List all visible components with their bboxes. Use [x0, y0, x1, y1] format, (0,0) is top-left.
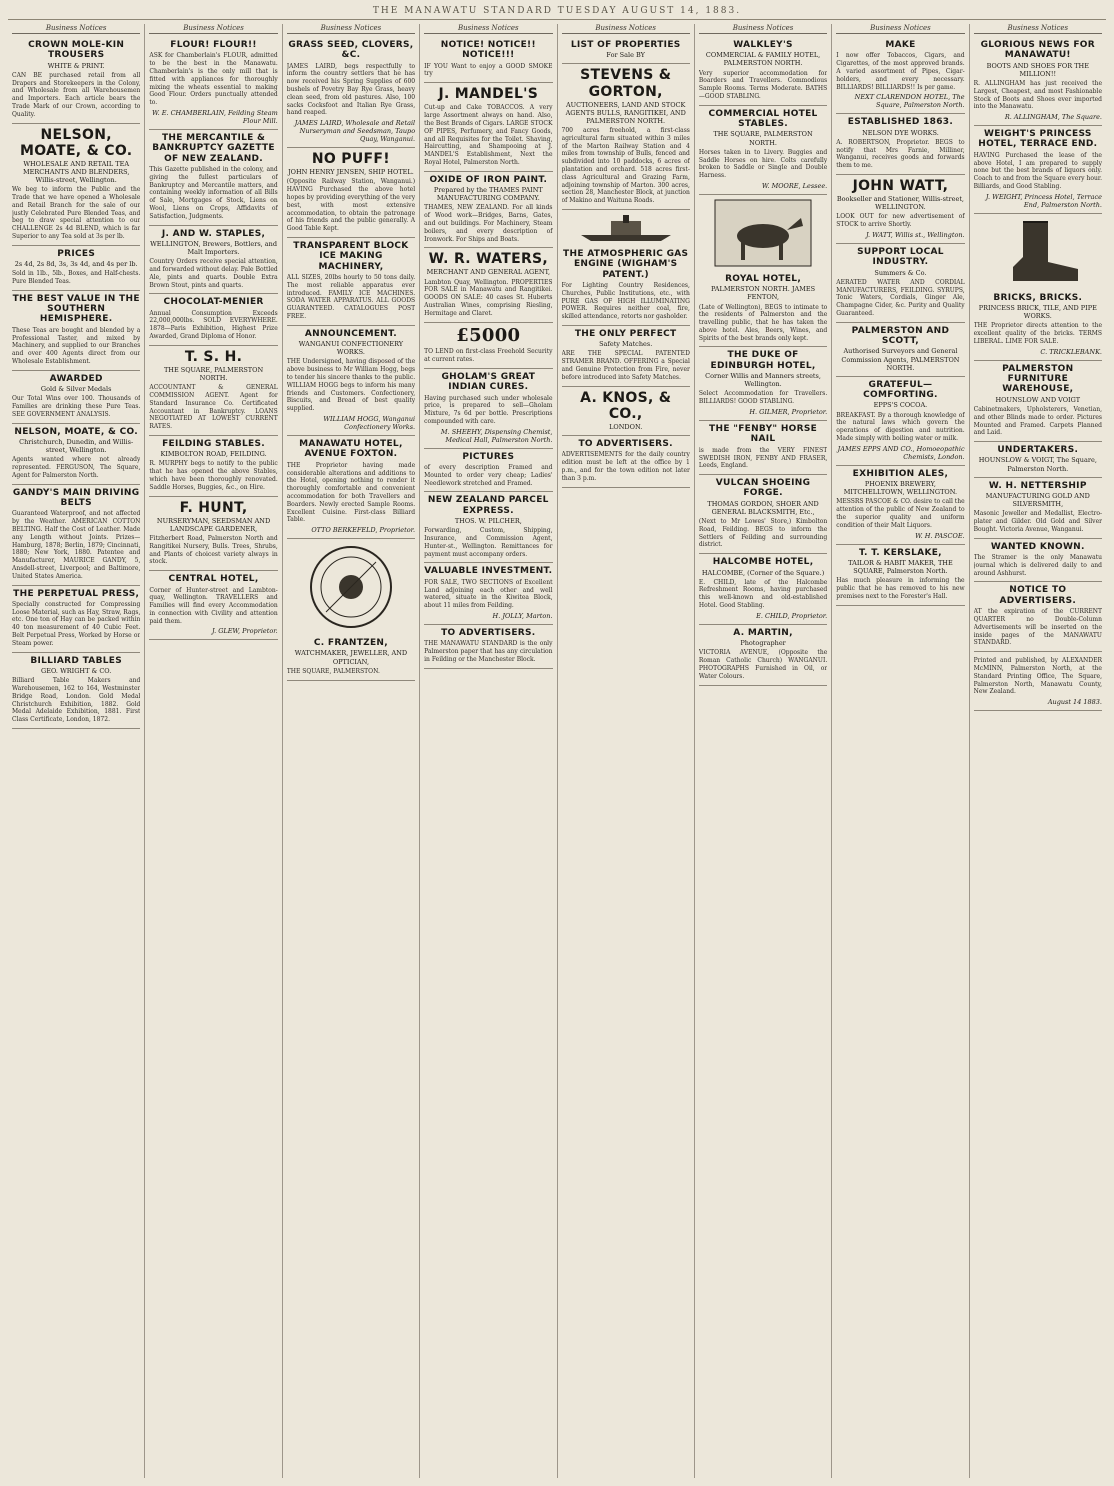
ad-signature: J. WEIGHT, Princess Hotel, Terrace End, Palmerston North.: [985, 192, 1102, 209]
ad-body: ALL SIZES, 20lbs hourly to 50 tons daily. The most reliable apparatus ever introduced. FAMILY ICE MACHINES. SODA WATER APPARATUS. ALL GOODS GUARANTEED. CATALOGUES POST FREE.: [286, 274, 416, 321]
ad-title: PALMERSTON AND SCOTT,: [851, 325, 950, 347]
advertisement: [149, 346, 277, 436]
ad-body: Annual Consumption Exceeds 22,000,000lbs. SOLD EVERYWHERE. 1878—Paris Exhibition, Highest Prize Awarded, Grand Diploma of Honor.: [149, 309, 278, 341]
ad-title: WALKLEY'S: [733, 40, 793, 50]
ad-signature: NEXT CLARENDON HOTEL, The Square, Palmerston North.: [854, 93, 965, 110]
column-1: [8, 24, 145, 1478]
ad-title: HALCOMBE HOTEL,: [712, 557, 814, 568]
column-8: [970, 24, 1106, 1478]
ad-title: ESTABLISHED 1863.: [847, 117, 954, 128]
ad-subtitle: Bookseller and Stationer, Willis-street, WELLINGTON.: [836, 195, 964, 212]
ad-subtitle: THOS. W. PILCHER,: [454, 517, 522, 526]
advertisement: [12, 485, 140, 586]
ad-title: THE MERCANTILE & BANKRUPTCY GAZETTE OF NEW ZEALAND.: [152, 132, 275, 164]
ad-title: T. S. H.: [184, 348, 243, 365]
ad-signature: R. ALLINGHAM, The Square.: [1004, 113, 1102, 122]
ad-signature: E. CHILD, Proprietor.: [756, 611, 828, 620]
advertisement: [424, 172, 552, 249]
column-7: [832, 24, 969, 1478]
ad-body: (Late of Wellington), BEGS to intimate to the residents of Palmerston and the travelling public, that he has taken the above hotel. Ales, Beers, Wines, and Spirits of the best brands only kept.: [698, 303, 828, 342]
column-heading: Business Notices: [149, 24, 277, 34]
ad-title: BILLIARD TABLES: [30, 655, 123, 666]
ad-subtitle: NELSON DYE WORKS.: [862, 128, 939, 137]
advertisement: [424, 449, 552, 493]
advertisement: [287, 238, 415, 326]
ad-body: These Teas are bought and blended by a Professional Taster, and mixed by Machinery, and supplied to our Branches and over 400 Agents direct from our Wholesale Establishment.: [12, 326, 141, 366]
ad-title: W. R. WATERS,: [428, 251, 549, 268]
column-heading: Business Notices: [12, 24, 140, 34]
advertisement: [836, 545, 964, 606]
ad-signature: August 14 1883.: [1047, 698, 1102, 707]
ad-body: Specially constructed for Compressing Loose Material, such as Hay, Straw, Rags, etc. One ton of Hay can be packed within 40 ton measurement of 40 Cubic Feet. Belt Perpetual Press, Worked by Horse or Steam power.: [12, 600, 141, 647]
ad-title: PALMERSTON FURNITURE WAREHOUSE,: [1002, 363, 1074, 395]
column-heading: Business Notices: [424, 24, 552, 34]
advertisement: [699, 554, 827, 625]
ad-subtitle: PALMERSTON NORTH. JAMES FENTON,: [711, 285, 816, 302]
ad-body: This Gazette published in the colony, and giving the fullest particulars of Bankruptcy and Mercantile matters, and containing weekly information of all Bills of Sale, Mortgages of Stock, Liens on Wool, Liens on Crops, Affidavits of Satisfaction, Judgments.: [149, 165, 278, 220]
ad-subtitle: MANUFACTURING GOLD AND SILVERSMITH,: [985, 492, 1090, 509]
column-heading: Business Notices: [836, 24, 964, 34]
advertisement: [699, 347, 827, 421]
advertisement: [12, 37, 140, 124]
ad-body: (Opposite Railway Station, Wanganui.) HAVING Purchased the above hotel hopes by providing everything of the very best, with most extensive accommodation, to obtain the patronage of his friends and the public generally. A Good Table Kept.: [286, 178, 416, 233]
advertisement: [699, 106, 827, 195]
ad-title: STEVENS & GORTON,: [580, 67, 672, 100]
ad-title: SUPPORT LOCAL INDUSTRY.: [857, 246, 944, 268]
ad-title: NO PUFF!: [311, 151, 390, 168]
ad-body: Our Total Wins over 100. Thousands of Families are drinking these Pure Teas. SEE GOVERNMENT ANALYSIS.: [12, 395, 141, 418]
ad-body: BREAKFAST. By a thorough knowledge of the natural laws which govern the operations of digestion and nutrition. Made simply with boiling water or milk.: [836, 411, 965, 442]
ad-title: CROWN MOLE-KIN TROUSERS: [28, 40, 125, 61]
ad-body: THAMES, NEW ZEALAND. For all kinds of Wood work—Bridges, Barns, Gates, and out buildings. For Machinery, Steam boilers, and every description of Ironwork. For Ships and Boats.: [424, 204, 553, 243]
ad-body: Very superior accommodation for Boarders and Travellers. Commodious Sample Rooms. Terms Moderate. BATHS—GOOD STABLING.: [698, 69, 828, 100]
advertisement: [836, 377, 964, 466]
ad-body: ARE THE SPECIAL PATENTED STRAMER BRAND. OFFERING a Special and Genuine Protection from Fire, never before introduced into Safety Matches.: [561, 350, 690, 381]
ad-subtitle: TAILOR & HABIT MAKER, THE SQUARE, Palmerston North.: [848, 558, 953, 576]
horse-illustration-icon: [713, 198, 813, 268]
advertisement: [424, 492, 552, 563]
ad-body: Guaranteed Waterproof, and not affected by the Weather. AMERICAN COTTON BELTING. Half the Cost of Leather. Made any Length without Joints. Prizes—Hamburg, 1878; Berlin, 1879; Cincinnati, 1880; New York, 1880. Patentee and Manufacturer, MAURICE GANDY, 5, Ansdell-street, Liverpool; and Baltimore, United States America.: [12, 510, 141, 580]
ad-title: LIST OF PROPERTIES: [570, 40, 681, 50]
ad-subtitle: Summers & Co.: [874, 268, 927, 277]
ad-subtitle: THE SQUARE, PALMERSTON NORTH.: [713, 130, 813, 147]
ad-title: THE DUKE OF EDINBURGH HOTEL,: [710, 350, 816, 371]
ad-title: CENTRAL HOTEL,: [168, 574, 259, 585]
advertisement: [424, 37, 552, 83]
ad-title: NELSON, MOATE, & CO.: [19, 126, 133, 159]
ad-signature: JAMES EPPS AND CO., Homoeopathic Chemists, London.: [837, 444, 965, 461]
ad-title: £5000: [456, 324, 521, 346]
column-heading: Business Notices: [287, 24, 415, 34]
column-3: [283, 24, 420, 1478]
ad-title: PICTURES: [462, 451, 515, 462]
advertisement: [12, 124, 140, 246]
ad-title: TO ADVERTISERS.: [441, 627, 536, 638]
advertisement: [424, 369, 552, 449]
advertisement: [974, 361, 1102, 442]
ad-subtitle: THOMAS GORDON, SHOER AND GENERAL BLACKSMITH, Etc.,: [707, 499, 819, 516]
ad-title: T. T. KERSLAKE,: [858, 547, 942, 558]
ad-subtitle: COMMERCIAL & FAMILY HOTEL, PALMERSTON NORTH.: [705, 51, 821, 68]
advertisement: [424, 248, 552, 322]
ad-body: Has much pleasure in informing the public that he has removed to his new premises next to the Forester's Hall.: [836, 577, 965, 600]
ad-body: IF YOU Want to enjoy a GOOD SMOKE try: [424, 62, 553, 78]
ad-body: Masonic Jeweller and Medallist, Electro-plater and Gilder. Old Gold and Silver Bought. Victoria Avenue, Wanganui.: [973, 510, 1102, 533]
ad-title: FLOUR! FLOUR!!: [170, 40, 257, 50]
advertisement: [562, 326, 690, 387]
column-5: [558, 24, 695, 1478]
ad-body: of every description Framed and Mounted to order very cheap; Ladies' Needlework stretched and Framed.: [424, 464, 553, 487]
advertisement: [287, 436, 415, 539]
advertisement: [974, 442, 1102, 478]
ad-body: ADVERTISEMENTS for the daily country edition must be left at the office by 1 p.m., and for the town edition not later than 3 p.m.: [561, 451, 690, 482]
ad-subtitle: Gold & Silver Medals: [40, 385, 112, 394]
ad-signature: H. GILMER, Proprietor.: [749, 408, 828, 417]
advertisement: [12, 586, 140, 653]
ad-title: AWARDED: [49, 373, 103, 384]
advertisement: [149, 37, 277, 130]
advertisement: [287, 326, 415, 436]
ad-body: AERATED WATER AND CORDIAL MANUFACTURERS, FEILDING. SYRUPS, Tonic Waters, Cordials, Ginger Ale, Champagne Cider, &c. Purity and Quality Guaranteed.: [836, 278, 965, 317]
ad-title: GHOLAM'S GREAT INDIAN CURES.: [441, 371, 536, 393]
advertisement: [562, 436, 690, 488]
ad-body: THE Proprietor having made considerable alterations and additions to the Hotel, opening nothing to render it thoroughly comfortable and convenient accommodation for both Travellers and Boarders. Newly erected Sample Rooms. Excellent Cuisine. First-class Billiard Table.: [286, 461, 416, 524]
ad-body: Printed and published, by ALEXANDER McMINN, Palmerston North, at the Standard Printing Office, The Square, Palmerston North, Manawatu County, New Zealand.: [973, 657, 1102, 696]
ad-signature: W. H. PASCOE.: [915, 531, 965, 540]
advertisement: [699, 475, 827, 554]
ad-body: TO LEND on first-class Freehold Security at current rates.: [424, 348, 553, 364]
ad-title: COMMERCIAL HOTEL STABLES.: [708, 108, 818, 130]
ad-title: GLORIOUS NEWS FOR MANAWATU!: [980, 40, 1095, 61]
ad-subtitle: MERCHANT AND GENERAL AGENT,: [426, 268, 551, 277]
ad-title: WEIGHT'S PRINCESS HOTEL, TERRACE END.: [978, 129, 1098, 150]
ad-subtitle: PHOENIX BREWERY, MITCHELLTOWN, WELLINGTON.: [843, 480, 958, 497]
ad-body: Cabinetmakers, Upholsterers, Venetian, and other Blinds made to order. Pictures Mounted and Framed. Carpets Planned and Laid.: [973, 405, 1102, 437]
ad-title: TRANSPARENT BLOCK ICE MAKING MACHINERY,: [293, 241, 409, 272]
ad-title: J. MANDEL'S: [438, 86, 539, 103]
advertisement: [699, 421, 827, 475]
advertisement: [974, 478, 1102, 539]
ad-title: A. MARTIN,: [733, 627, 793, 638]
ad-title: A. KNOS, & CO.,: [580, 389, 672, 422]
ad-subtitle: WELLINGTON, Brewers, Bottlers, and Malt Importers.: [150, 239, 278, 256]
ad-body: CAN BE purchased retail from all Drapers and Storekeepers in the Colony, and Wholesale from all Warehousemen and Importers. Each article bears the Trade Mark of our Crown, according to Quality.: [12, 71, 141, 118]
ad-body: ASK for Chamberlain's FLOUR, admitted to be the best in the Manawatu. Chamberlain's is the only mill that is fitted with appliances for thoroughly mixing the wheats essential to making Good Flour. Orders punctually attended to.: [149, 52, 278, 107]
ad-body: AT the expiration of the CURRENT QUARTER no Double-Column Advertisements will be inserted on the inside pages of the MANAWATU STANDARD.: [973, 608, 1102, 647]
ad-signature: H. JOLLY, Marton.: [492, 611, 553, 620]
boot-illustration-icon: [993, 217, 1083, 287]
ad-body: E. CHILD, late of the Halcombe Refreshment Rooms, having purchased this well-known and old-established Hotel. Good Stabling.: [698, 578, 828, 610]
advertisement: [562, 387, 690, 436]
ad-body: VICTORIA AVENUE, (Opposite the Roman Catholic Church) WANGANUI. PHOTOGRAPHS Furnished in Oil, or Water Colours.: [698, 649, 828, 680]
advertisement: [149, 130, 277, 226]
ad-title: PRICES: [57, 248, 96, 259]
column-6: [695, 24, 832, 1478]
advertisement: [562, 37, 690, 64]
ad-body: We beg to inform the Public and the Trade that we have opened a Wholesale and Retail Branch for the sale of our justly Celebrated Pure Blended Teas, and beg to draw special attention to our CHALLENGE 2s 4d BLEND, which is far Superior to any Tea sold at 3s per lb.: [12, 186, 141, 240]
advertisement: [149, 294, 277, 346]
ad-subtitle: AUCTIONEERS, LAND AND STOCK AGENTS BULLS, RANGITIKEI, AND PALMERSTON NORTH.: [565, 100, 686, 125]
ad-subtitle: Photographer: [740, 639, 786, 648]
advertisement: [562, 246, 690, 326]
ad-body: A. ROBERTSON, Proprietor. BEGS to notify that Mrs Farnie, Milliner, Wanganui, receives goods and forwards them to me.: [836, 138, 965, 170]
ad-title: THE ONLY PERFECT: [574, 329, 677, 340]
ad-body: is made from the VERY FINEST SWEDISH IRON, FENBY AND FRASER, Leeds, England.: [698, 446, 828, 470]
seal-illustration-icon: [306, 542, 396, 632]
ad-subtitle: WATCHMAKER, JEWELLER, AND OPTICIAN,: [294, 649, 408, 666]
ad-title: THE ATMOSPHERIC GAS ENGINE (WIGHAM'S PATENT.): [563, 249, 689, 280]
ad-body: Sold in 1lb., 5lb., Boxes, and Half-chests. Pure Blended Teas.: [12, 270, 141, 285]
ad-title: EXHIBITION ALES,: [852, 468, 949, 479]
ad-body: Forwarding, Custom, Shipping, Insurance, and Commission Agent, Hunter-st., Wellington. Remittances for payment must accompany orders.: [424, 527, 553, 558]
ad-body: Cut-up and Cake TOBACCOS. A very large Assortment always on hand. Also, the Best Brands of Cigars. LARGE STOCK OF PIPES, Perfumery, and Fancy Goods, and all Requisites for the Toilet. Shaving, Haircutting, and Shampooing at J. MANDEL'S Establishment, Next the Royal Hotel, Palmerston North.: [424, 104, 553, 166]
ad-body: I now offer Tobaccos, Cigars, and Cigarettes, of the most approved brands. A varied assortment of Pipes, Cigar-holders, and every necessary. BILLIARDS! BILLIARDS!! Is per game.: [836, 52, 965, 91]
ad-title: ANNOUNCEMENT.: [304, 328, 397, 339]
ad-title: ROYAL HOTEL,: [725, 273, 802, 284]
advertisement: [287, 148, 415, 238]
ad-title: NELSON, MOATE, & CO.: [14, 426, 138, 437]
advertisement: [699, 271, 827, 348]
advertisement: [424, 323, 552, 369]
advertisement: [699, 625, 827, 686]
ad-body: JAMES LAIRD, begs respectfully to inform the country settlers that he has now received his Spring Supplies of 600 bushels of Povetry Bay Rye Grass, heavy clean seed, from old pastures. Also, 100 sacks Cocksfoot and Italian Rye Grass, hand reaped.: [286, 62, 416, 117]
ad-signature: J. WATT, Willis st., Wellington.: [865, 230, 965, 239]
advertisement: [287, 37, 415, 148]
advertisement: [974, 37, 1102, 126]
ad-title: GRATEFUL—COMFORTING.: [863, 379, 938, 401]
ad-body: Country Orders receive special attention, and forwarded without delay. Pale Bottled Ale, pints and quarts. Double Extra Brown Stout, pints and quarts.: [149, 258, 278, 289]
advertisement: [836, 466, 964, 545]
ad-body: (Next to Mr Lowes' Store,) Kimbolton Road, Feilding. BEGS to inform the Settlers of Feilding and surrounding district.: [698, 518, 828, 549]
ad-signature: M. SHEEHY, Dispensing Chemist, Medical Hall, Palmerston North.: [440, 427, 553, 444]
advertisement: [12, 246, 140, 291]
advertisement: [974, 290, 1102, 361]
ad-body: Corner of Hunter-street and Lambton-quay, Wellington. TRAVELLERS and Families will find every Accommodation in connection with Civility and attention paid them.: [149, 586, 278, 625]
ad-subtitle: THE SQUARE, PALMERSTON NORTH.: [163, 365, 264, 383]
ad-body: R. MURPHY begs to notify to the public that he has opened the above Stables, which have been thoroughly renovated. Saddle Horses, Buggies, &c., on Hire.: [149, 460, 278, 491]
column-heading: Business Notices: [699, 24, 827, 34]
ad-body: MESSRS PASCOE & CO. desire to call the attention of the public of New Zealand to the superior quality and uniform condition of their Malt Liquors.: [836, 498, 965, 529]
ad-subtitle: 2s 4d, 2s 8d, 3s, 3s 4d, and 4s per lb.: [14, 260, 138, 269]
ad-body: ACCOUNTANT & GENERAL COMMISSION AGENT. Agent for Standard Insurance Co. Certificated Accountant in Bankruptcy. LOANS NEGOTIATED AT LOWEST CURRENT RATES.: [149, 384, 278, 431]
ad-signature: W. E. CHAMBERLAIN, Feilding Steam Flour Mill.: [152, 108, 278, 125]
ad-subtitle: GEO. WRIGHT & CO.: [41, 666, 112, 675]
ad-body: THE MANAWATU STANDARD is the only Palmerston paper that has any circulation in Feilding or the Manchester Block.: [424, 640, 553, 663]
masthead: THE MANAWATU STANDARD TUESDAY AUGUST 14, 1883.: [8, 6, 1106, 20]
ad-body: For Lighting Country Residences, Churches, Public Institutions, etc., with PURE GAS OF HIGH ILLUMINATING POWER. Requires neither coal, fire, skilled attendance, retorts nor gasholder.: [561, 282, 690, 321]
ad-title: JOHN WATT,: [852, 177, 949, 194]
ad-body: The Stramer is the only Manawatu journal which is delivered daily to and around Ashhurst.: [973, 554, 1102, 577]
ad-subtitle: Authorised Surveyors and General Commission Agents, PALMERSTON NORTH.: [841, 347, 960, 372]
ad-title: NOTICE! NOTICE!! NOTICE!!!: [440, 40, 536, 61]
ad-subtitle: LONDON.: [609, 422, 643, 431]
ad-title: THE PERPETUAL PRESS,: [13, 588, 140, 599]
advertisement: [836, 175, 964, 244]
advertisement: [836, 114, 964, 175]
ad-body: Horses taken in to Livery. Buggies and Saddle Horses on hire. Colts carefully broken to Saddle or Single and Double Harness.: [698, 148, 828, 180]
ad-signature: JAMES LAIRD, Wholesale and Retail Nurseryman and Seedsman, Taupo Quay, Wanganui.: [294, 119, 416, 144]
advertisement: [424, 563, 552, 625]
ad-subtitle: BOOTS AND SHOES FOR THE MILLION!!: [986, 61, 1089, 78]
ad-title: CHOCOLAT-MENIER: [163, 297, 264, 308]
ad-subtitle: JOHN HENRY JENSEN, SHIP HOTEL.: [288, 168, 414, 177]
ad-title: NOTICE TO ADVERTISERS.: [999, 585, 1077, 606]
ad-body: THE Undersigned, having disposed of the above business to Mr William Hogg, begs to tender his sincere thanks to the public. WILLIAM HOGG begs to inform his many friends and Customers. Confectionery, Biscuits, and Bread of best quality supplied.: [286, 358, 416, 413]
advertisement: [12, 424, 140, 485]
ad-signature: OTTO BERKEFELD, Proprietor.: [311, 526, 416, 535]
ad-title: VALUABLE INVESTMENT.: [424, 566, 553, 577]
ad-signature: W. MOORE, Lessee.: [761, 181, 828, 190]
ad-body: THE SQUARE, PALMERSTON.: [286, 667, 380, 675]
ad-body: Billiard Table Makers and Warehousemen, 162 to 164, Westminster Bridge Road, London. Gold Medal Christchurch Exhibition, 1882. Gold Medal Adelaide Exhibition, 1881. First Class Certificate, London, 1872.: [12, 677, 141, 724]
ad-title: GANDY'S MAIN DRIVING BELTS: [12, 487, 140, 508]
ad-title: THE "FENBY" HORSE NAIL: [709, 424, 818, 445]
ad-subtitle: WHOLESALE AND RETAIL TEA MERCHANTS AND BLENDERS, Willis-street, Wellington.: [22, 159, 130, 185]
ad-subtitle: WHITE & PRINT.: [47, 61, 105, 70]
ad-title: OXIDE OF IRON PAINT.: [429, 174, 548, 185]
advertisement: [424, 625, 552, 669]
advertisement: [287, 635, 415, 680]
ad-body: THE Proprietor directs attention to the excellent quality of the bricks. TERMS LIBERAL. LIME FOR SALE.: [973, 322, 1102, 345]
ad-title: NEW ZEALAND PARCEL EXPRESS.: [427, 495, 549, 516]
ad-body: 700 acres freehold, a first-class agricultural farm situated within 3 miles of the Marton Railway Station and 4 miles from township of Bulls, fenced and subdivided into 10 paddocks, 6 acres of plantation and orchard. 518 acres first-class Agricultural and Grazing Farm, adjoining township of Marton. 300 acres, section 28, Manchester Block, at junction of Makino and Waituna Roads.: [561, 127, 690, 205]
advertisement: [424, 83, 552, 171]
ad-subtitle: Corner Willis and Manners streets, Wellington.: [705, 372, 821, 389]
columns: [8, 24, 1106, 1478]
ad-body: Fitzherbert Road, Palmerston North and Rangitikei Nursery, Bulls. Trees, Shrubs, and Plants of choicest variety always in stock.: [149, 534, 278, 566]
ad-title: MANAWATU HOTEL, AVENUE FOXTON.: [299, 439, 403, 460]
ad-subtitle: HOUNSLOW & VOIGT, The Square, Palmerston North.: [978, 456, 1097, 473]
advertisement: [12, 291, 140, 371]
ad-title: VULCAN SHOEING FORGE.: [715, 478, 811, 499]
ad-title: FEILDING STABLES.: [162, 438, 265, 449]
column-heading: Business Notices: [562, 24, 690, 34]
ad-subtitle: For Sale BY: [606, 51, 645, 60]
advertisement: [974, 539, 1102, 583]
ad-title: W. H. NETTERSHIP: [988, 480, 1087, 491]
ad-title: BRICKS, BRICKS.: [993, 292, 1083, 303]
advertisement: [836, 323, 964, 377]
ad-body: LOOK OUT for new advertisement of STOCK to arrive Shortly.: [836, 213, 965, 229]
steamer-brand-icon: [571, 213, 681, 243]
advertisement: [149, 497, 277, 572]
column-2: [145, 24, 282, 1478]
advertisement: [149, 436, 277, 497]
ad-subtitle: Safety Matches.: [599, 340, 653, 349]
ad-title: THE BEST VALUE IN THE SOUTHERN HEMISPHERE.: [12, 293, 140, 325]
ad-body: R. ALLINGHAM has just received the Largest, Cheapest, and most Fashionable Stock of Boots and Shoes ever imported into the Manawatu.: [973, 79, 1102, 111]
ad-title: C. FRANTZEN,: [313, 638, 388, 649]
ad-subtitle: Prepared by the THAMES PAINT MANUFACTURING COMPANY.: [433, 186, 543, 203]
ad-title: MAKE: [885, 40, 916, 50]
ad-signature: J. GLEW, Proprietor.: [212, 627, 278, 636]
ad-title: GRASS SEED, CLOVERS, &C.: [288, 40, 414, 61]
ad-title: WANTED KNOWN.: [990, 541, 1085, 552]
ad-subtitle: HOUNSLOW AND VOIGT: [995, 395, 1081, 404]
ad-title: F. HUNT,: [179, 499, 248, 516]
advertisement: [699, 37, 827, 106]
ad-signature: WILLIAM HOGG, Wanganui Confectionery Works.: [323, 415, 416, 432]
advertisement: [836, 244, 964, 323]
ad-signature: C. TRICKLEBANK.: [1040, 347, 1102, 356]
advertisement: [562, 64, 690, 210]
advertisement: [974, 582, 1102, 652]
ad-title: TO ADVERTISERS.: [578, 438, 673, 449]
ad-body: Select Accommodation for Travellers. BILLIARDS! GOOD STABLING.: [698, 390, 828, 406]
advertisement: [12, 371, 140, 424]
ad-body: HAVING Purchased the lease of the above Hotel, I am prepared to supply none but the best brands of liquors only. Coach to and from the Square every hour. Billiards, and Good Stabling.: [973, 151, 1102, 190]
ad-subtitle: KIMBOLTON ROAD, FEILDING.: [160, 450, 267, 459]
advertisement: [974, 126, 1102, 214]
advertisement: [12, 653, 140, 729]
advertisement: [836, 37, 964, 114]
ad-body: Lambton Quay, Wellington. PROPERTIES FOR SALE in Manawatu and Rangitikei. GOODS ON SALE: 40 cases St. Huberts Australian Wines, comprising Riesling, Hermitage and Claret.: [424, 278, 553, 317]
ad-body: Having purchased such under wholesale price, is prepared to sell—Gholam Mixture, 7s 6d per bottle. Prescriptions compounded with care.: [424, 394, 553, 425]
ad-title: UNDERTAKERS.: [997, 445, 1079, 456]
ad-subtitle: EPPS'S COCOA.: [873, 401, 928, 410]
advertisement: [149, 571, 277, 640]
ad-body: FOR SALE, TWO SECTIONS of Excellent Land adjoining each other and well watered, situate in the Kiwitea Block, about 11 miles from Feilding.: [424, 578, 553, 610]
ad-subtitle: NURSERYMAN, SEEDSMAN AND LANDSCAPE GARDENER,: [156, 516, 271, 533]
ad-subtitle: WANGANUI CONFECTIONERY WORKS.: [298, 340, 404, 357]
column-4: [420, 24, 557, 1478]
ad-title: J. AND W. STAPLES,: [161, 228, 266, 239]
advertisement: [974, 652, 1102, 711]
ad-subtitle: Christchurch, Dunedin, and Willis-street, Wellington.: [19, 438, 134, 455]
column-heading: Business Notices: [974, 24, 1102, 34]
advertisement: [149, 226, 277, 295]
ad-body: Agents wanted where not already represented. FERGUSON, The Square, Agent for Palmerston North.: [12, 456, 141, 479]
ad-subtitle: HALCOMBE, (Corner of the Square.): [701, 568, 825, 577]
ad-subtitle: PRINCESS BRICK, TILE, AND PIPE WORKS.: [978, 304, 1097, 321]
